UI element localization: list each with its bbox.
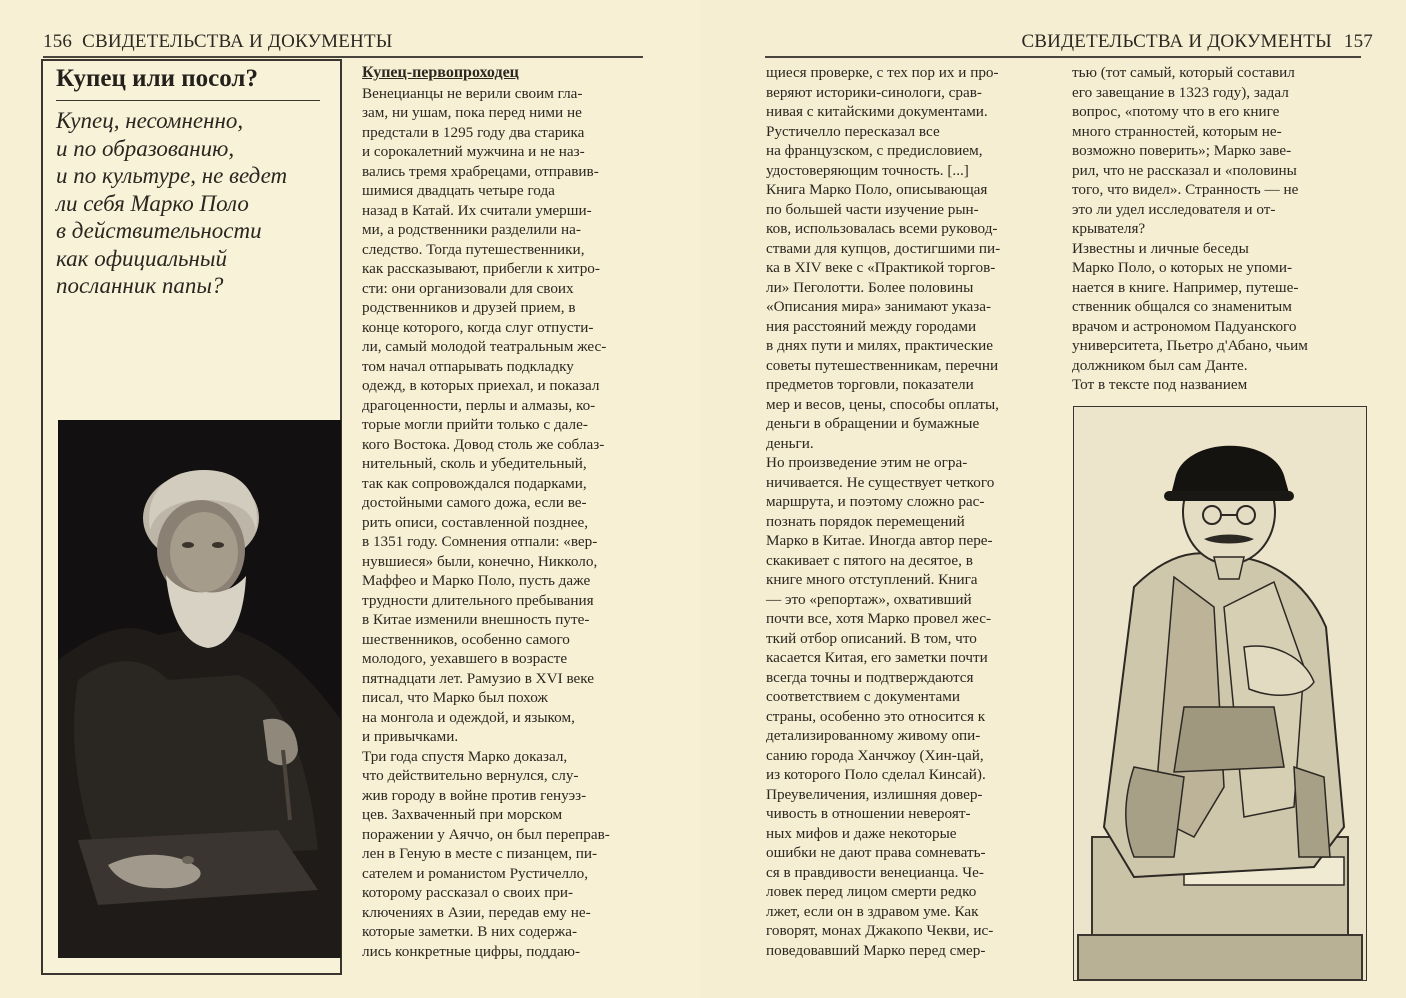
text-line: ошибки не дают права сомневать- — [766, 844, 986, 861]
right-running-head-title: СВИДЕТЕЛЬСТВА И ДОКУМЕНТЫ — [1021, 31, 1332, 52]
text-line: Маффео и Марко Поло, пусть даже — [362, 572, 591, 589]
text-line: санию города Ханчжоу (Хин-цай, — [766, 746, 984, 764]
text-line: это ли удел исследователя и от- — [1072, 200, 1276, 218]
text-line: нивая с китайскими документами. — [766, 103, 988, 120]
text-line: одежд, в которых приехал, и показал — [362, 377, 600, 394]
text-line: лжет, если он в здравом уме. Как — [766, 902, 979, 920]
text-line: торые могли прийти только с дале- — [362, 416, 588, 433]
text-line: на монгола и одеждой, и языком, — [362, 708, 575, 726]
text-line: ся в правдивости венецианца. Че- — [766, 863, 984, 881]
sidebar-lead-line: в действительности — [56, 218, 262, 243]
sidebar-lead-line: посланник папы? — [56, 273, 224, 298]
text-line: том начал отпарывать подкладку — [362, 357, 574, 375]
right-article-column-1 — [766, 63, 1058, 960]
text-line: Рустичелло пересказал все — [766, 122, 940, 140]
text-line: в днях пути и милях, практические — [766, 337, 994, 354]
text-line: Преувеличения, излишняя довер- — [766, 785, 983, 803]
text-line: детализированному живому опи- — [766, 727, 981, 744]
text-line: по большей части изучение рын- — [766, 200, 979, 218]
text-line: Книга Марко Поло, описывающая — [766, 181, 988, 198]
text-line: маршрута, и поэтому сложно рас- — [766, 493, 985, 510]
text-line: Марко в Китае. Иногда автор пере- — [766, 532, 993, 549]
text-line: должником был сам Данте. — [1072, 356, 1248, 374]
text-line: нувшиеся» были, конечно, Никколо, — [362, 552, 598, 570]
text-line: ствами для купцов, достигшими пи- — [766, 239, 1001, 257]
text-line: поведовавший Марко перед смер- — [766, 941, 986, 959]
portrait-svg — [58, 420, 341, 958]
text-line: сателем и романистом Рустичелло, — [362, 864, 589, 882]
text-line: на французском, с предисловием, — [766, 142, 983, 159]
right-article-column-2 — [1072, 63, 1362, 395]
left-article-column — [362, 63, 647, 961]
right-top-rule — [765, 56, 1361, 58]
left-top-rule — [43, 56, 643, 58]
text-line: рил, что не рассказал и «половины — [1072, 161, 1297, 179]
text-line: цев. Захваченный при морском — [362, 806, 563, 823]
text-line: познать порядок перемещений — [766, 512, 965, 530]
text-line: так как сопровождался подарками, — [362, 474, 587, 492]
text-line: драгоценности, перлы и алмазы, ко- — [362, 396, 596, 414]
text-line: из которого Поло сделал Кинсай). — [766, 766, 986, 783]
sidebar-title-rule — [56, 100, 320, 101]
text-line: ных мифов и даже некоторые — [766, 824, 957, 842]
text-line: его завещание в 1323 году), задал — [1072, 83, 1289, 101]
text-line: ли» Пеголотти. Более половины — [766, 278, 974, 296]
text-line: много странностей, которым не- — [1072, 122, 1282, 140]
text-line: и сорокалетний мужчина и не наз- — [362, 143, 585, 160]
text-line: — это «репортаж», охвативший — [766, 590, 972, 608]
text-line: Марко Поло, о которых не упоми- — [1072, 259, 1293, 276]
text-line: тью (тот самый, который составил — [1072, 64, 1295, 81]
text-line: ничивается. Не существует четкого — [766, 473, 995, 491]
text-line: возможно поверить»; Марко заве- — [1072, 142, 1292, 159]
text-line: ственник общался со знаменитым — [1072, 298, 1292, 315]
text-line: вались тремя храбрецами, отправив- — [362, 162, 599, 180]
text-line: страны, особенно это относится к — [766, 707, 986, 725]
right-page — [703, 0, 1406, 998]
text-line: шимися двадцать четыре года — [362, 182, 555, 199]
text-line: молодого, уехавшего в возрасте — [362, 650, 568, 667]
text-line: ловек перед лицом смерти редко — [766, 883, 977, 900]
text-line: рить описи, составленной позднее, — [362, 513, 589, 531]
text-line: книге много отступлений. Книга — [766, 571, 978, 588]
text-line: достойными самого дожа, если ве- — [362, 494, 587, 511]
sidebar-lead-line: и по образованию, — [56, 135, 235, 161]
text-line: которые заметки. В них содержа- — [362, 923, 578, 940]
text-line: ков, использовалась всеми руковод- — [766, 220, 998, 237]
text-line: щиеся проверке, с тех пор их и про- — [766, 64, 999, 81]
text-line: в Китае изменили внешность путе- — [362, 611, 590, 628]
text-line: ка в XIV веке с «Практикой торгов- — [766, 259, 996, 276]
text-line: Венецианцы не верили своим гла- — [362, 84, 583, 102]
right-page-number: 157 — [1343, 31, 1373, 52]
text-line: и привычками. — [362, 728, 459, 745]
text-line: ния расстояний между городами — [766, 317, 977, 335]
text-line: следство. Тогда путешественники, — [362, 240, 585, 258]
text-line: предстали в 1295 году два старика — [362, 123, 585, 141]
right-running-head — [1021, 31, 1373, 53]
text-line: того, что видел». Странность — не — [1072, 181, 1299, 198]
text-line: сти: они организовали для своих — [362, 279, 574, 297]
text-line: чивость в отношении невероят- — [766, 805, 971, 822]
text-line: назад в Катай. Их считали умерши- — [362, 201, 592, 219]
text-line: жив городу в войне против генуэз- — [362, 786, 587, 804]
text-line: зам, ни ушам, пока перед ними не — [362, 104, 582, 121]
text-line: «Описания мира» занимают указа- — [766, 298, 992, 315]
text-line: Известны и личные беседы — [1072, 239, 1249, 257]
text-line: ли, самый молодой театральным жес- — [362, 338, 607, 355]
text-line: соответствием с документами — [766, 688, 961, 705]
text-line: в 1351 году. Сомнения отпали: «вер- — [362, 533, 598, 550]
sidebar-lead-line: ли себя Марко Поло — [56, 190, 249, 216]
text-line: крывателя? — [1072, 220, 1146, 237]
text-line: ткий отбор описаний. В том, что — [766, 629, 977, 647]
text-line: мер и весов, цены, способы оплаты, — [766, 395, 999, 413]
left-page-number: 156 — [43, 31, 73, 52]
statue-illustration — [1073, 406, 1367, 981]
sidebar-lead-line: и по культуре, не ведет — [56, 163, 288, 188]
sidebar-lead-line: Купец, несомненно, — [56, 108, 244, 133]
text-line: вопрос, «потому что в его книге — [1072, 103, 1280, 120]
statue-svg — [1074, 407, 1366, 980]
text-line: конце которого, когда слуг отпусти- — [362, 318, 594, 336]
section-heading: Купец-первопроходец — [362, 64, 519, 81]
left-running-head-title: СВИДЕТЕЛЬСТВА И ДОКУМЕНТЫ — [82, 31, 393, 52]
text-line: трудности длительного пребывания — [362, 591, 594, 609]
text-line: писал, что Марко был похож — [362, 689, 548, 706]
text-line: почти все, хотя Марко провел жес- — [766, 610, 992, 627]
text-line: нительный, сколь и убедительный, — [362, 455, 587, 472]
sidebar-title: Купец или посол? — [56, 65, 258, 92]
text-line: университета, Пьетро д'Абано, чьим — [1072, 337, 1308, 354]
text-line: нается в книге. Например, путеше- — [1072, 278, 1299, 296]
left-running-head — [43, 31, 393, 53]
text-line: предметов торговли, показатели — [766, 376, 974, 393]
text-line: веряют историки-синологи, срав- — [766, 83, 982, 101]
text-line: пятнадцати лет. Рамузио в XVI веке — [362, 669, 595, 687]
text-line: удостоверяющим точность. [...] — [766, 161, 969, 179]
text-line: родственников и друзей прием, в — [362, 299, 576, 316]
text-line: деньги в обращении и бумажные — [766, 415, 980, 432]
text-line: Тот в тексте под названием — [1072, 376, 1248, 393]
text-line: говорят, монах Джакопо Чекви, ис- — [766, 922, 994, 939]
text-line: лен в Геную в месте с пизанцем, пи- — [362, 845, 598, 862]
sidebar-lead — [56, 107, 341, 300]
portrait-illustration — [58, 420, 341, 958]
text-line: врачом и астрономом Падуанского — [1072, 317, 1297, 335]
text-line: что действительно вернулся, слу- — [362, 767, 579, 784]
text-line: которому рассказал о своих при- — [362, 884, 574, 901]
text-line: советы путешественникам, перечни — [766, 356, 999, 374]
sidebar-lead-line: как официальный — [56, 245, 228, 271]
text-line: лись конкретные цифры, поддаю- — [362, 942, 581, 960]
text-line: Но произведение этим не огра- — [766, 454, 968, 471]
text-line: скакивает с пятого на десятое, в — [766, 551, 973, 569]
text-line: поражении у Аяччо, он был перепрaв- — [362, 825, 610, 843]
text-line: деньги. — [766, 434, 814, 452]
text-line: шественников, особенно самого — [362, 630, 570, 648]
text-line: Три года спустя Марко доказал, — [362, 747, 568, 765]
text-line: кого Востока. Довод столь же соблаз- — [362, 435, 605, 453]
text-line: как рассказывают, прибегли к хитро- — [362, 260, 600, 277]
text-line: касается Китая, его заметки почти — [766, 649, 988, 666]
text-line: ми, а родственники разделили на- — [362, 221, 581, 238]
text-line: всегда точны и подтверждаются — [766, 668, 974, 686]
text-line: ключениях в Азии, передав ему не- — [362, 903, 591, 921]
sidebar-box — [41, 59, 342, 975]
